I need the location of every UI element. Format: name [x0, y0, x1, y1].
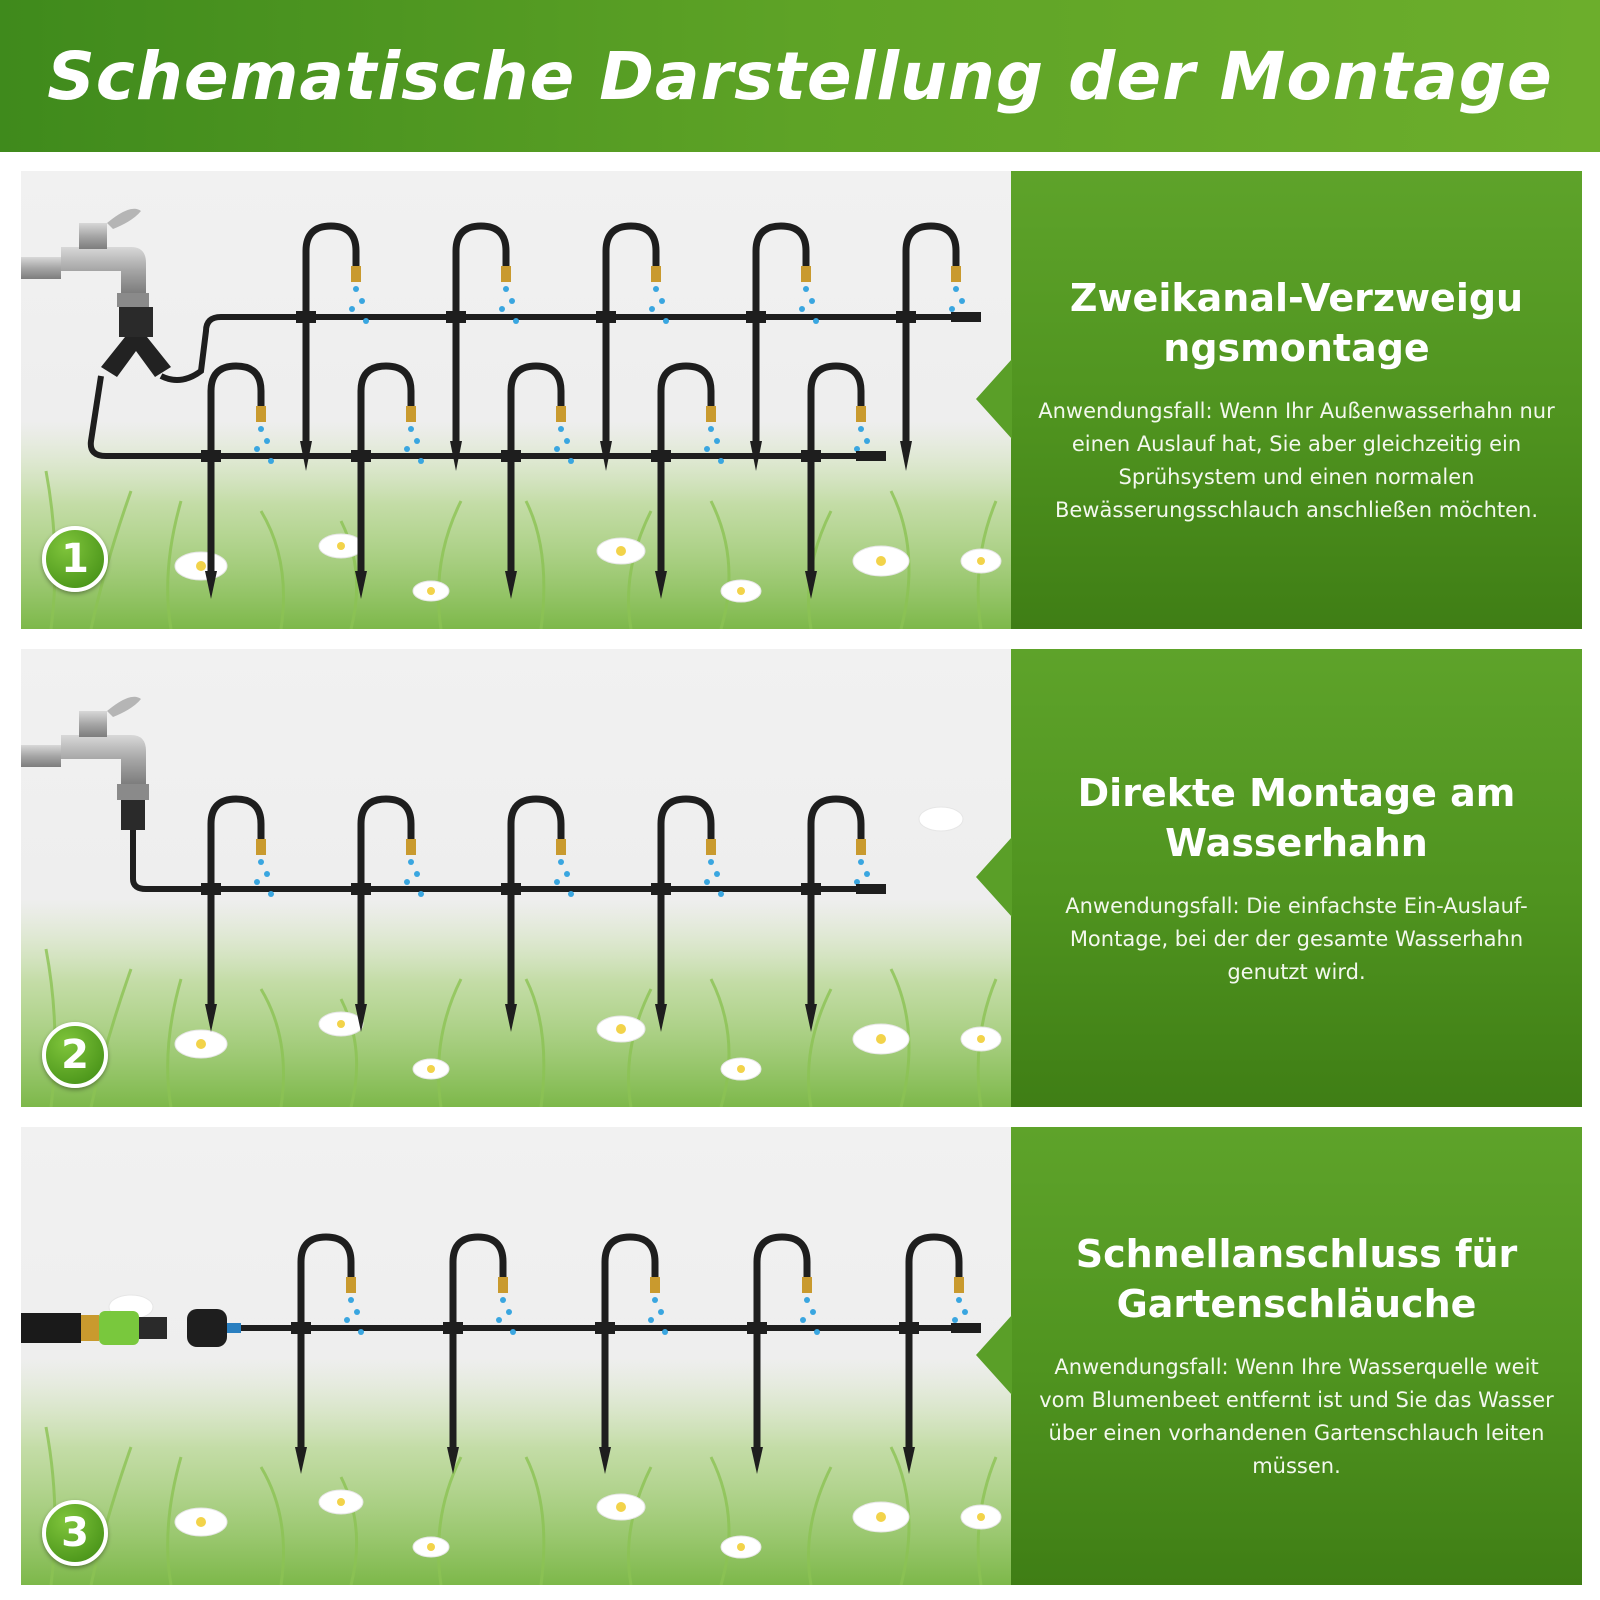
hose-connect-diagram: [21, 1127, 1011, 1585]
section-dual-branch: [21, 171, 1582, 629]
info-panel: [1011, 1127, 1582, 1585]
panel-pointer-arrow: [976, 1315, 1012, 1395]
panel-pointer-arrow: [976, 359, 1012, 439]
panel-pointer-arrow: [976, 837, 1012, 917]
header-banner: [0, 0, 1600, 152]
step-number-badge: 1: [42, 526, 108, 592]
section-description: Anwendungsfall: Wenn Ihre Wasserquelle weit vom Blumenbeet entfernt ist und Sie das Wasser über einen vorhandenen Gartenschlauch leiten müssen.: [1039, 1355, 1554, 1478]
step-number-badge: 3: [42, 1500, 108, 1566]
dual-branch-diagram: [21, 171, 1011, 629]
section-description: Anwendungsfall: Wenn Ihr Außenwasserhahn nur einen Auslauf hat, Sie aber gleichzeitig ein Sprühsystem und einen normalen Bewässerungsschlauch anschließen möchten.: [1038, 399, 1555, 522]
section-title: Schnellanschluss für Gartenschläuche: [1075, 1232, 1518, 1326]
illustration-direct-faucet: [21, 649, 1011, 1107]
direct-faucet-diagram: [21, 649, 1011, 1107]
illustration-hose-quick-connect: [21, 1127, 1011, 1585]
info-panel: [1011, 171, 1582, 629]
hose-line: [133, 830, 881, 889]
illustration-dual-branch: [21, 171, 1011, 629]
section-description: Anwendungsfall: Die einfachste Ein-Auslauf-Montage, bei der der gesamte Wasserhahn genutzt wird.: [1065, 893, 1528, 984]
info-panel: [1011, 649, 1582, 1107]
section-hose-quick-connect: [21, 1127, 1582, 1585]
section-title: Zweikanal-Verzweigu ngsmontage: [1069, 276, 1524, 370]
step-number-badge: 2: [42, 1022, 108, 1088]
page-title: Schematische Darstellung der Montage: [47, 37, 1553, 115]
section-direct-faucet: [21, 649, 1582, 1107]
hose-connector-icon: [21, 1309, 241, 1347]
y-splitter-icon: [101, 307, 171, 377]
faucet-icon: [21, 209, 149, 307]
section-title: Direkte Montage am Wasserhahn: [1077, 770, 1516, 865]
faucet-icon: [21, 697, 149, 830]
